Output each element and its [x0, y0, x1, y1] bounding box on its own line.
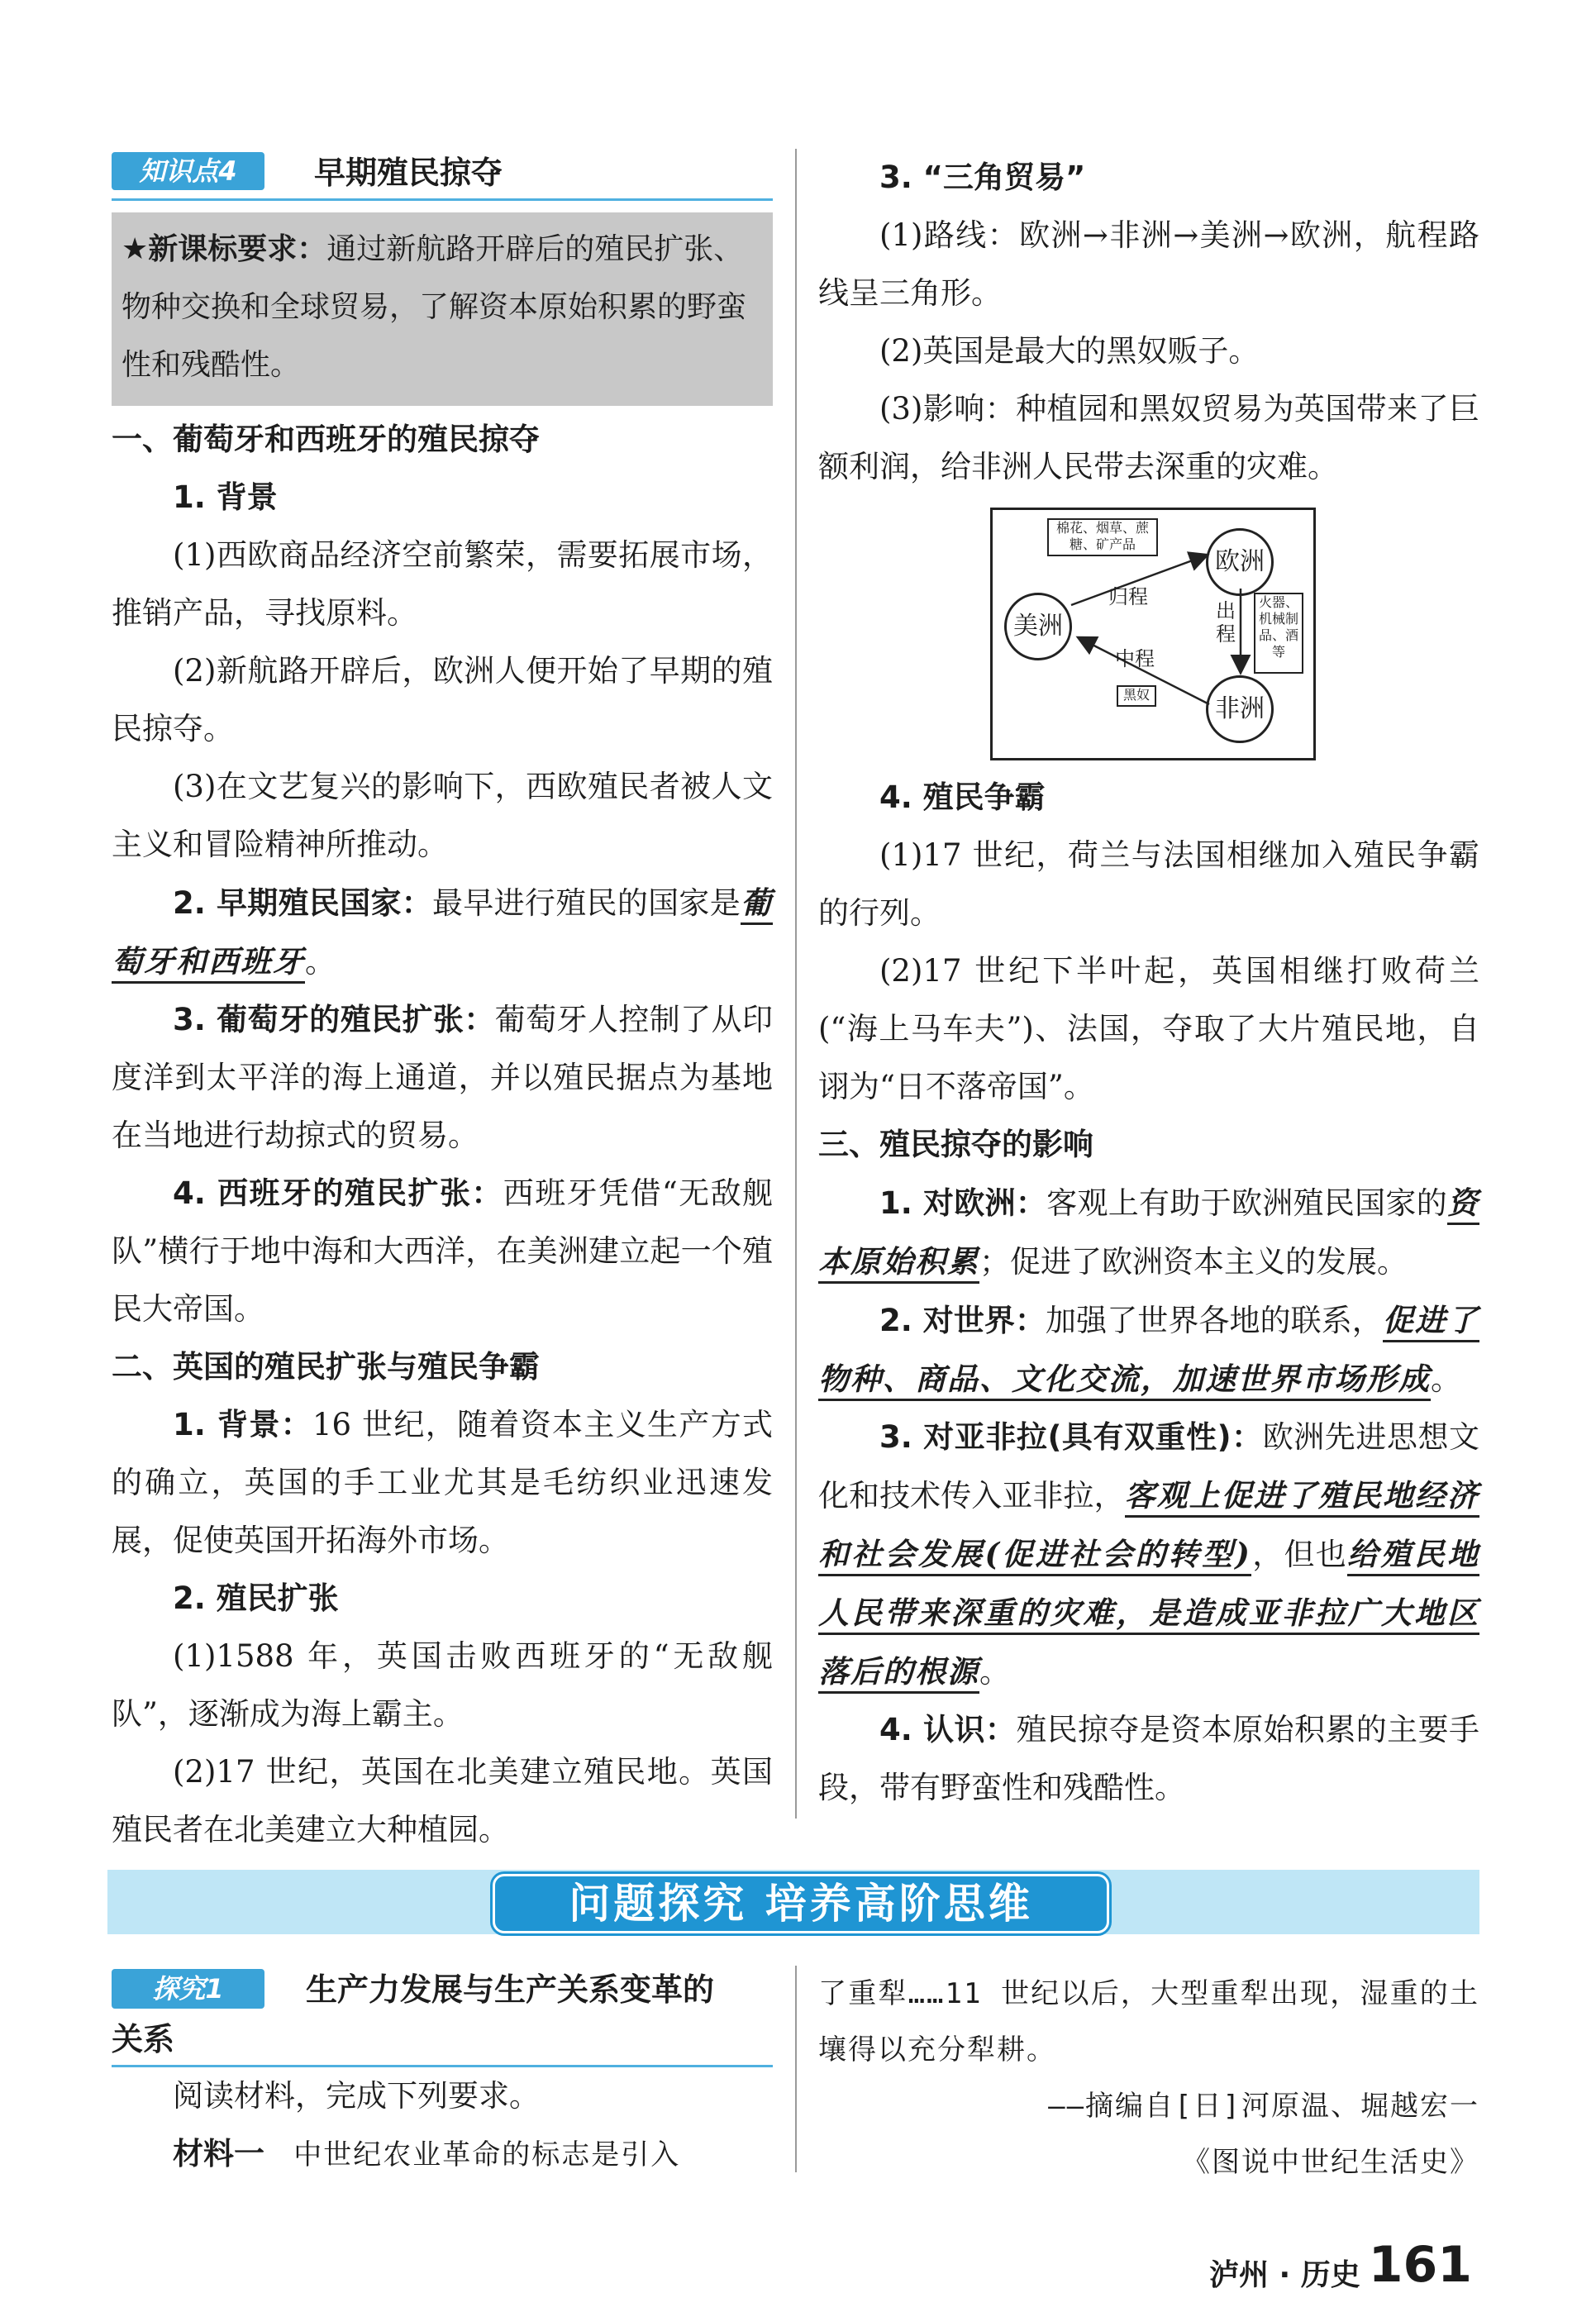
- america-label: 美洲: [1013, 612, 1063, 641]
- body-text: 最早进行殖民的国家是: [432, 885, 741, 921]
- paragraph: (2)新航路开辟后，欧洲人便开始了早期的殖民掠夺。: [112, 653, 773, 746]
- body-text: 。: [979, 1654, 1010, 1690]
- node-europe: [1206, 528, 1274, 596]
- africa-label: 非洲: [1215, 694, 1265, 723]
- body-text: 客观上有助于欧洲殖民国家的: [1046, 1185, 1448, 1221]
- instruction: 阅读材料，完成下列要求。: [173, 2078, 540, 2114]
- material-label: 材料一: [173, 2136, 264, 2171]
- handwritten-answer: 资本原始积累: [818, 1185, 1479, 1284]
- left-column: [112, 149, 773, 1859]
- body-text: 葡萄牙人控制了从印度洋到太平洋的海上通道，并以殖民据点为基地在当地进行劫掠式的贸易。: [112, 1002, 773, 1153]
- banner-title: 问题探究 培养高阶思维: [493, 1874, 1109, 1933]
- slaves-box: 黑奴: [1117, 685, 1156, 707]
- leg-out-label: 出程: [1216, 599, 1236, 646]
- handwritten-answer: 给殖民地人民带来深重的灾难，是造成亚非拉广大地区落后的根源: [818, 1536, 1479, 1694]
- material-continued: 了重犁……11 世纪以后，大型重犁出现，湿重的土壤得以充分犁耕。: [818, 1977, 1479, 2066]
- subheading: 2. 殖民扩张: [173, 1580, 339, 1616]
- paragraph: (1)1588 年，英国击败西班牙的“无敌舰队”，逐渐成为海上霸主。: [112, 1638, 773, 1732]
- handwritten-answer: 促进了物种、商品、文化交流，加速世界市场形成: [818, 1302, 1479, 1401]
- paragraph: (2)英国是最大的黑奴贩子。: [879, 333, 1260, 369]
- requirement-lead: ★新课标要求：: [121, 232, 327, 266]
- explore-right-column: [818, 1966, 1479, 2190]
- page-footer: [1209, 2236, 1472, 2294]
- node-africa: [1206, 675, 1274, 743]
- body-text: 西班牙凭借“无敌舰队”横行于地中海和大西洋，在美洲建立起一个殖民大帝国。: [112, 1175, 773, 1327]
- lead-text: 3. 葡萄牙的殖民扩张：: [173, 1002, 495, 1037]
- body-text: 16 世纪，随着资本主义生产方式的确立，英国的手工业尤其是毛纺织业迅速发展，促使英国开拓海外市场。: [112, 1407, 773, 1558]
- lead-text: 4. 认识：: [879, 1712, 1017, 1747]
- paragraph: (3)影响：种植园和黑奴贸易为英国带来了巨额利润，给非洲人民带去深重的灾难。: [818, 391, 1479, 484]
- right-column: [818, 149, 1479, 1817]
- paragraph: (1)西欧商品经济空前繁荣，需要拓展市场，推销产品，寻找原料。: [112, 537, 773, 631]
- body-text: 欧洲先进思想文化和技术传入亚非拉，: [818, 1419, 1479, 1514]
- lead-text: 3. 对亚非拉(具有双重性)：: [879, 1419, 1263, 1455]
- material-line: [112, 2125, 773, 2183]
- body-text: 。: [1431, 1361, 1461, 1397]
- leg-middle-label: 中程: [1115, 647, 1155, 670]
- leg-return-label: 归程: [1108, 585, 1148, 608]
- paragraph: [112, 991, 773, 1165]
- paragraph: [112, 874, 773, 991]
- lead-text: 4. 西班牙的殖民扩张：: [173, 1175, 503, 1211]
- body-text: 加强了世界各地的联系，: [1046, 1303, 1383, 1338]
- paragraph: (1)17 世纪，荷兰与法国相继加入殖民争霸的行列。: [818, 837, 1479, 931]
- section-title-1: 一、葡萄牙和西班牙的殖民掠夺: [112, 422, 540, 457]
- lead-text: 2. 早期殖民国家：: [173, 885, 433, 921]
- footer-region: 泸州 · 历史: [1209, 2258, 1360, 2292]
- knowledge-point-title: 早期殖民掠夺: [314, 155, 503, 191]
- subheading-colonial-rivalry: 4. 殖民争霸: [879, 779, 1046, 815]
- material-source-book: 《图说中世纪生活史》: [1182, 2146, 1479, 2179]
- body-text: ；促进了欧洲资本主义的发展。: [979, 1244, 1408, 1280]
- requirement-text: 通过新航路开辟后的殖民扩张、物种交换和全球贸易，了解资本原始积累的野蛮性和残酷性。: [121, 232, 747, 382]
- handwritten-answer: 客观上促进了殖民地经济和社会发展(促进社会的转型): [818, 1477, 1479, 1576]
- triangle-trade-diagram: [990, 508, 1316, 760]
- column-divider-lower: [795, 1966, 797, 2172]
- body-text: 。: [305, 944, 336, 980]
- subheading-background: 1. 背景: [173, 479, 278, 515]
- knowledge-point-badge: 知识点4: [112, 152, 264, 190]
- explore-title-line2: 关系: [112, 2014, 773, 2067]
- curriculum-requirement: [112, 212, 773, 406]
- paragraph: [818, 1701, 1479, 1817]
- page-number: 161: [1368, 2236, 1472, 2294]
- paragraph: [112, 1165, 773, 1338]
- goods-to-europe-box: 棉花、烟草、蔗糖、矿产品: [1047, 518, 1158, 556]
- lead-text: 2. 对世界：: [879, 1303, 1046, 1338]
- handwritten-answer: 葡萄牙和西班牙: [112, 884, 773, 984]
- paragraph: [818, 1291, 1479, 1409]
- paragraph: [112, 1396, 773, 1570]
- paragraph: (1)路线：欧洲→非洲→美洲→欧洲，航程路线呈三角形。: [818, 217, 1479, 311]
- paragraph: [818, 1409, 1479, 1701]
- lead-text: 1. 对欧洲：: [879, 1185, 1047, 1221]
- material-source: ——摘编自[日]河原温、堀越宏一: [1048, 2090, 1479, 2123]
- paragraph: (2)17 世纪，英国在北美建立殖民地。英国殖民者在北美建立大种植园。: [112, 1754, 773, 1847]
- paragraph: (2)17 世纪下半叶起，英国相继打败荷兰(“海上马车夫”)、法国，夺取了大片殖民地，自诩为“日不落帝国”。: [818, 953, 1479, 1104]
- explore-title-line1: 生产力发展与生产关系变革的: [306, 1971, 715, 2008]
- section-title-3: 三、殖民掠夺的影响: [818, 1127, 1093, 1162]
- explore-header: [112, 1966, 773, 2014]
- section-banner: [107, 1870, 1479, 1934]
- paragraph: (3)在文艺复兴的影响下，西欧殖民者被人文主义和冒险精神所推动。: [112, 769, 773, 862]
- explore-left-column: [112, 1966, 773, 2183]
- body-text: 殖民掠夺是资本原始积累的主要手段，带有野蛮性和残酷性。: [818, 1712, 1479, 1805]
- explore-badge: 探究1: [112, 1969, 264, 2009]
- material-text: 中世纪农业革命的标志是引入: [293, 2138, 681, 2171]
- paragraph: [818, 1174, 1479, 1291]
- body-text: ，但也: [1251, 1537, 1348, 1572]
- goods-to-africa-box: 火器、机械制品、酒等: [1254, 593, 1303, 674]
- column-divider: [795, 149, 797, 1819]
- knowledge-point-header: [112, 149, 773, 201]
- subheading-triangle-trade: 3. “三角贸易”: [879, 160, 1086, 195]
- lead-text: 1. 背景：: [173, 1407, 312, 1442]
- section-title-2: 二、英国的殖民扩张与殖民争霸: [112, 1349, 540, 1385]
- node-america: [1004, 593, 1072, 660]
- europe-label: 欧洲: [1215, 547, 1265, 576]
